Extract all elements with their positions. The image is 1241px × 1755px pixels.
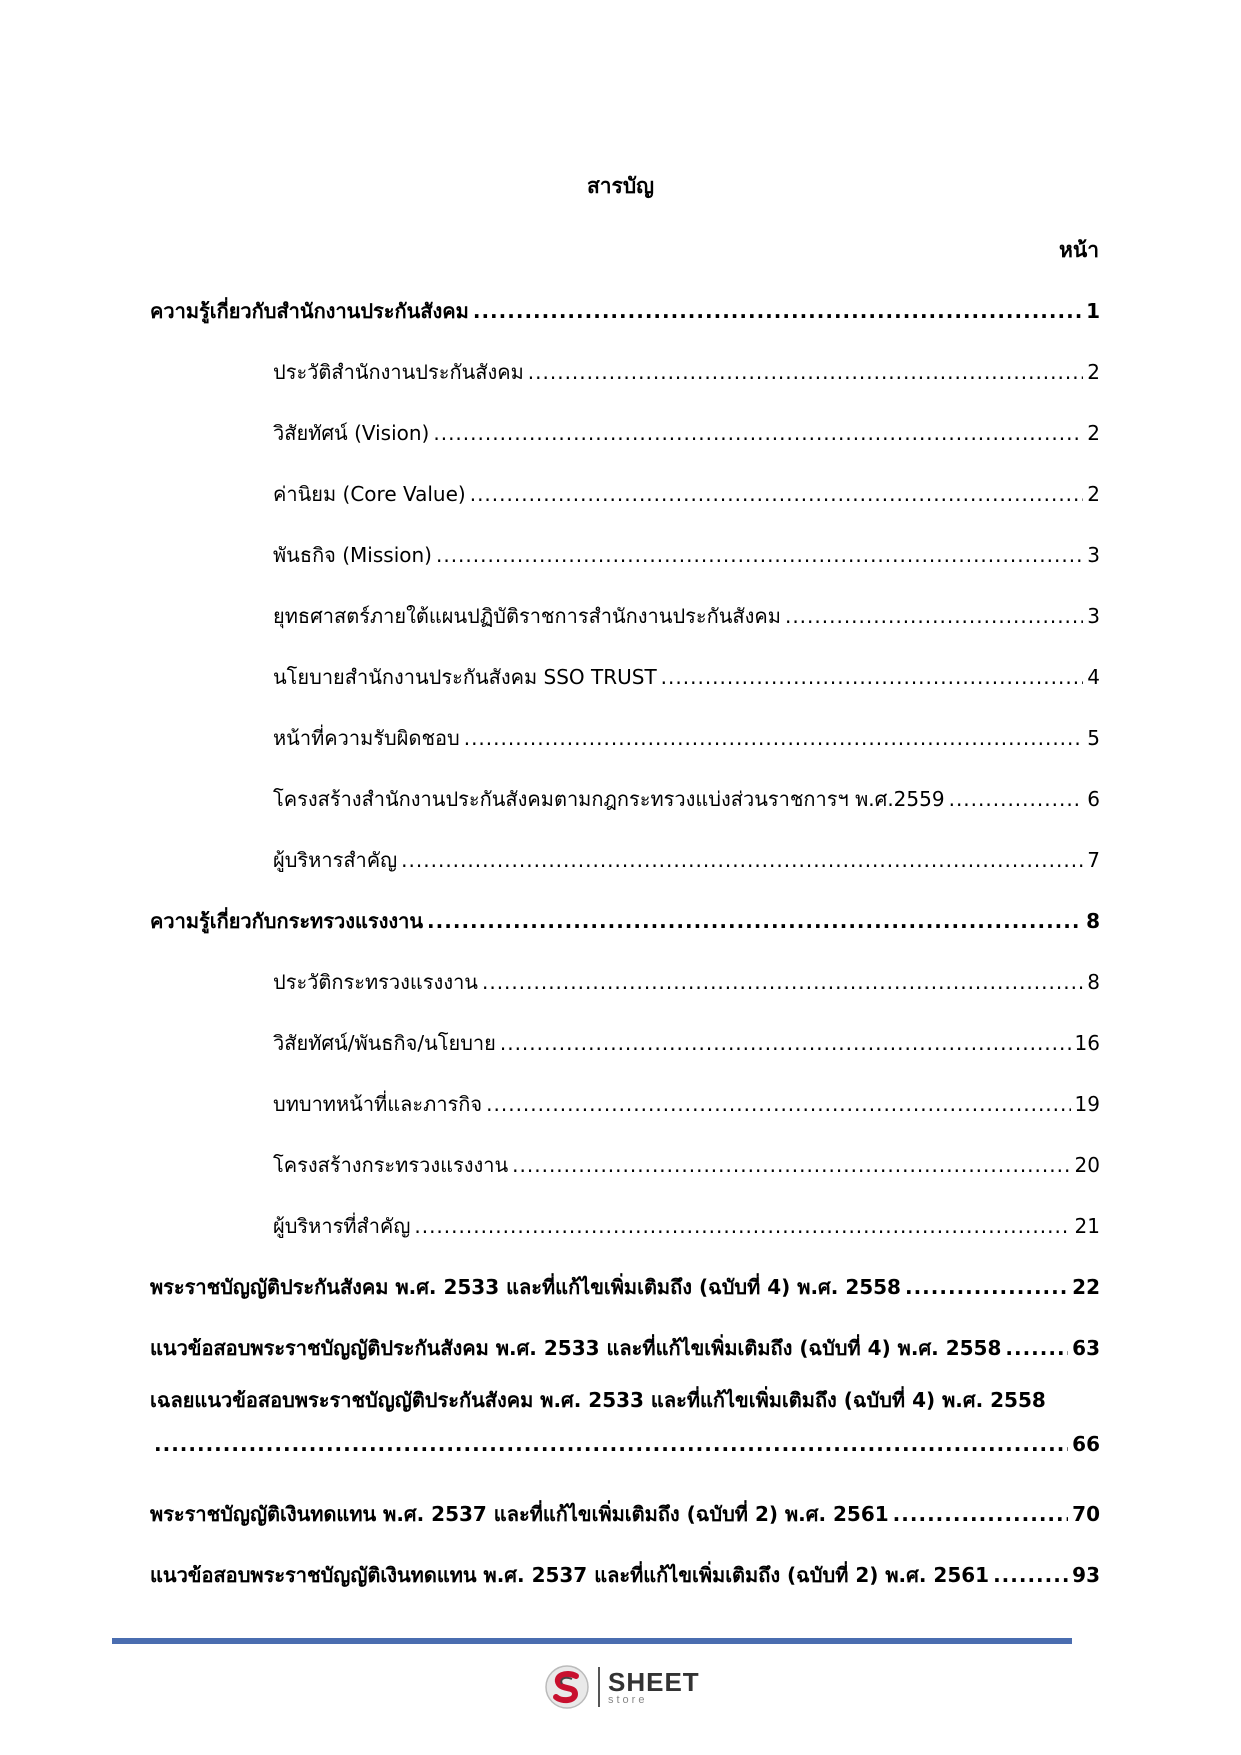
toc-entry[interactable] [150, 1012, 1100, 1073]
toc-entry-page: 6 [1087, 786, 1100, 811]
toc-entry-label: ผู้บริหารที่สำคัญ [273, 1213, 411, 1238]
sheet-store-logo [544, 1664, 700, 1710]
toc-entry-label: ประวัติกระทรวงแรงงาน [273, 969, 478, 994]
toc-entry-label: วิสัยทัศน์ (Vision) [273, 420, 430, 445]
toc-entry-label: แนวข้อสอบพระราชบัญญัติประกันสังคม พ.ศ. 2533 และที่แก้ไขเพิ่มเติมถึง (ฉบับที่ 4) พ.ศ. 2558 [150, 1335, 1002, 1360]
toc-entry-page: 22 [1072, 1274, 1100, 1299]
toc-leader-dots [482, 970, 1083, 994]
toc-entry-page: 70 [1072, 1501, 1100, 1526]
sheet-store-logo-icon [544, 1664, 590, 1710]
toc-leader-dots [433, 421, 1083, 445]
toc-entry[interactable] [150, 890, 1100, 951]
toc-entry-page: 63 [1072, 1335, 1100, 1360]
toc-leader-dots [993, 1563, 1068, 1587]
toc-leader-dots [436, 543, 1083, 567]
toc-leader-dots [401, 848, 1083, 872]
toc-leader-dots [414, 1214, 1070, 1238]
toc-leader-dots [473, 299, 1082, 323]
toc-entry[interactable] [150, 463, 1100, 524]
toc-entry-label: ความรู้เกี่ยวกับสำนักงานประกันสังคม [150, 298, 469, 323]
toc-entry-label: พันธกิจ (Mission) [273, 542, 432, 567]
logo-wordmark [608, 1666, 700, 1706]
toc-leader-dots [785, 604, 1083, 628]
toc-entry-page: 8 [1086, 908, 1100, 933]
toc-leader-dots [154, 1432, 1068, 1456]
toc-leader-dots [486, 1092, 1070, 1116]
logo-separator [598, 1667, 600, 1707]
toc-entry-page: 20 [1074, 1152, 1100, 1177]
logo-text: SHEET [608, 1666, 700, 1697]
toc-entry-page: 2 [1087, 481, 1100, 506]
toc-leader-dots [1005, 1336, 1068, 1360]
toc-entry-page: 16 [1074, 1030, 1100, 1055]
toc-entry-page: 93 [1072, 1562, 1100, 1587]
toc-entry[interactable] [150, 1134, 1100, 1195]
toc-entry[interactable] [150, 585, 1100, 646]
toc-leader-dots [427, 909, 1082, 933]
toc-entry-label: ประวัติสำนักงานประกันสังคม [273, 359, 524, 384]
toc-entry-page: 3 [1087, 542, 1100, 567]
toc-entry-label: วิสัยทัศน์/พันธกิจ/นโยบาย [273, 1030, 496, 1055]
toc-entry[interactable] [150, 524, 1100, 585]
toc-entry-label: ความรู้เกี่ยวกับกระทรวงแรงงาน [150, 908, 424, 933]
toc-entry[interactable] [150, 707, 1100, 768]
toc-entry[interactable] [150, 768, 1100, 829]
toc-leader-dots [528, 360, 1083, 384]
toc-entry-page: 4 [1087, 664, 1100, 689]
toc-entry-page: 8 [1087, 969, 1100, 994]
toc-entry-page: 21 [1074, 1213, 1100, 1238]
toc-leader-dots [661, 665, 1084, 689]
toc-entry-page: 66 [1072, 1432, 1100, 1456]
toc-entry[interactable] [150, 1256, 1100, 1317]
toc-entry[interactable] [150, 1483, 1100, 1544]
toc-entry-page: 2 [1087, 359, 1100, 384]
toc-entry-label: โครงสร้างสำนักงานประกันสังคมตามกฎกระทรวงแบ่งส่วนราชการฯ พ.ศ.2559 [273, 786, 945, 811]
toc-leader-dots [893, 1502, 1068, 1526]
toc-entry-label: แนวข้อสอบพระราชบัญญัติเงินทดแทน พ.ศ. 2537 และที่แก้ไขเพิ่มเติมถึง (ฉบับที่ 2) พ.ศ. 2561 [150, 1562, 990, 1587]
toc-entry-label: พระราชบัญญัติเงินทดแทน พ.ศ. 2537 และที่แก้ไขเพิ่มเติมถึง (ฉบับที่ 2) พ.ศ. 2561 [150, 1501, 889, 1526]
page-column-header: หน้า [1059, 238, 1099, 262]
toc-leader-dots [949, 787, 1084, 811]
page-title: สารบัญ [586, 174, 655, 198]
toc-entry-label: ค่านิยม (Core Value) [273, 481, 466, 506]
toc-entry-page: 2 [1087, 420, 1100, 445]
toc-leader-dots [464, 726, 1084, 750]
toc-entry[interactable] [150, 1073, 1100, 1134]
toc-leader-dots [512, 1153, 1070, 1177]
toc-entry-label: ผู้บริหารสำคัญ [273, 847, 398, 872]
toc-entry-page: 3 [1087, 603, 1100, 628]
toc-entry-label: พระราชบัญญัติประกันสังคม พ.ศ. 2533 และที่แก้ไขเพิ่มเติมถึง (ฉบับที่ 4) พ.ศ. 2558 [150, 1274, 901, 1299]
toc-entry-label: นโยบายสำนักงานประกันสังคม SSO TRUST [273, 664, 657, 689]
toc-entry[interactable] [150, 646, 1100, 707]
toc-entry[interactable] [150, 951, 1100, 1012]
table-of-contents [150, 280, 1100, 1605]
toc-entry-label: บทบาทหน้าที่และภารกิจ [273, 1091, 483, 1116]
toc-entry-page: 5 [1087, 725, 1100, 750]
toc-entry[interactable] [150, 1544, 1100, 1605]
toc-entry[interactable] [150, 829, 1100, 890]
toc-leader-dots [500, 1031, 1071, 1055]
toc-leader-dots [470, 482, 1084, 506]
logo-subtext: store [608, 1693, 648, 1706]
footer-rule [112, 1638, 1072, 1644]
toc-entry-label: โครงสร้างกระทรวงแรงงาน [273, 1152, 509, 1177]
toc-entry-page: 7 [1087, 847, 1100, 872]
toc-entry[interactable] [150, 1378, 1100, 1422]
toc-entry-continuation[interactable] [150, 1422, 1100, 1466]
toc-entry[interactable] [150, 402, 1100, 463]
toc-entry-label: เฉลยแนวข้อสอบพระราชบัญญัติประกันสังคม พ.ศ. 2533 และที่แก้ไขเพิ่มเติมถึง (ฉบับที่ 4) พ.ศ. 2558 [150, 1388, 1046, 1412]
toc-leader-dots [905, 1275, 1068, 1299]
toc-entry-label: ยุทธศาสตร์ภายใต้แผนปฏิบัติราชการสำนักงานประกันสังคม [273, 603, 781, 628]
toc-entry[interactable] [150, 280, 1100, 341]
toc-entry-page: 1 [1086, 298, 1100, 323]
toc-entry[interactable] [150, 1195, 1100, 1256]
toc-entry[interactable] [150, 1317, 1100, 1378]
toc-entry-page: 19 [1074, 1091, 1100, 1116]
toc-entry-label: หน้าที่ความรับผิดชอบ [273, 725, 460, 750]
toc-entry[interactable] [150, 341, 1100, 402]
